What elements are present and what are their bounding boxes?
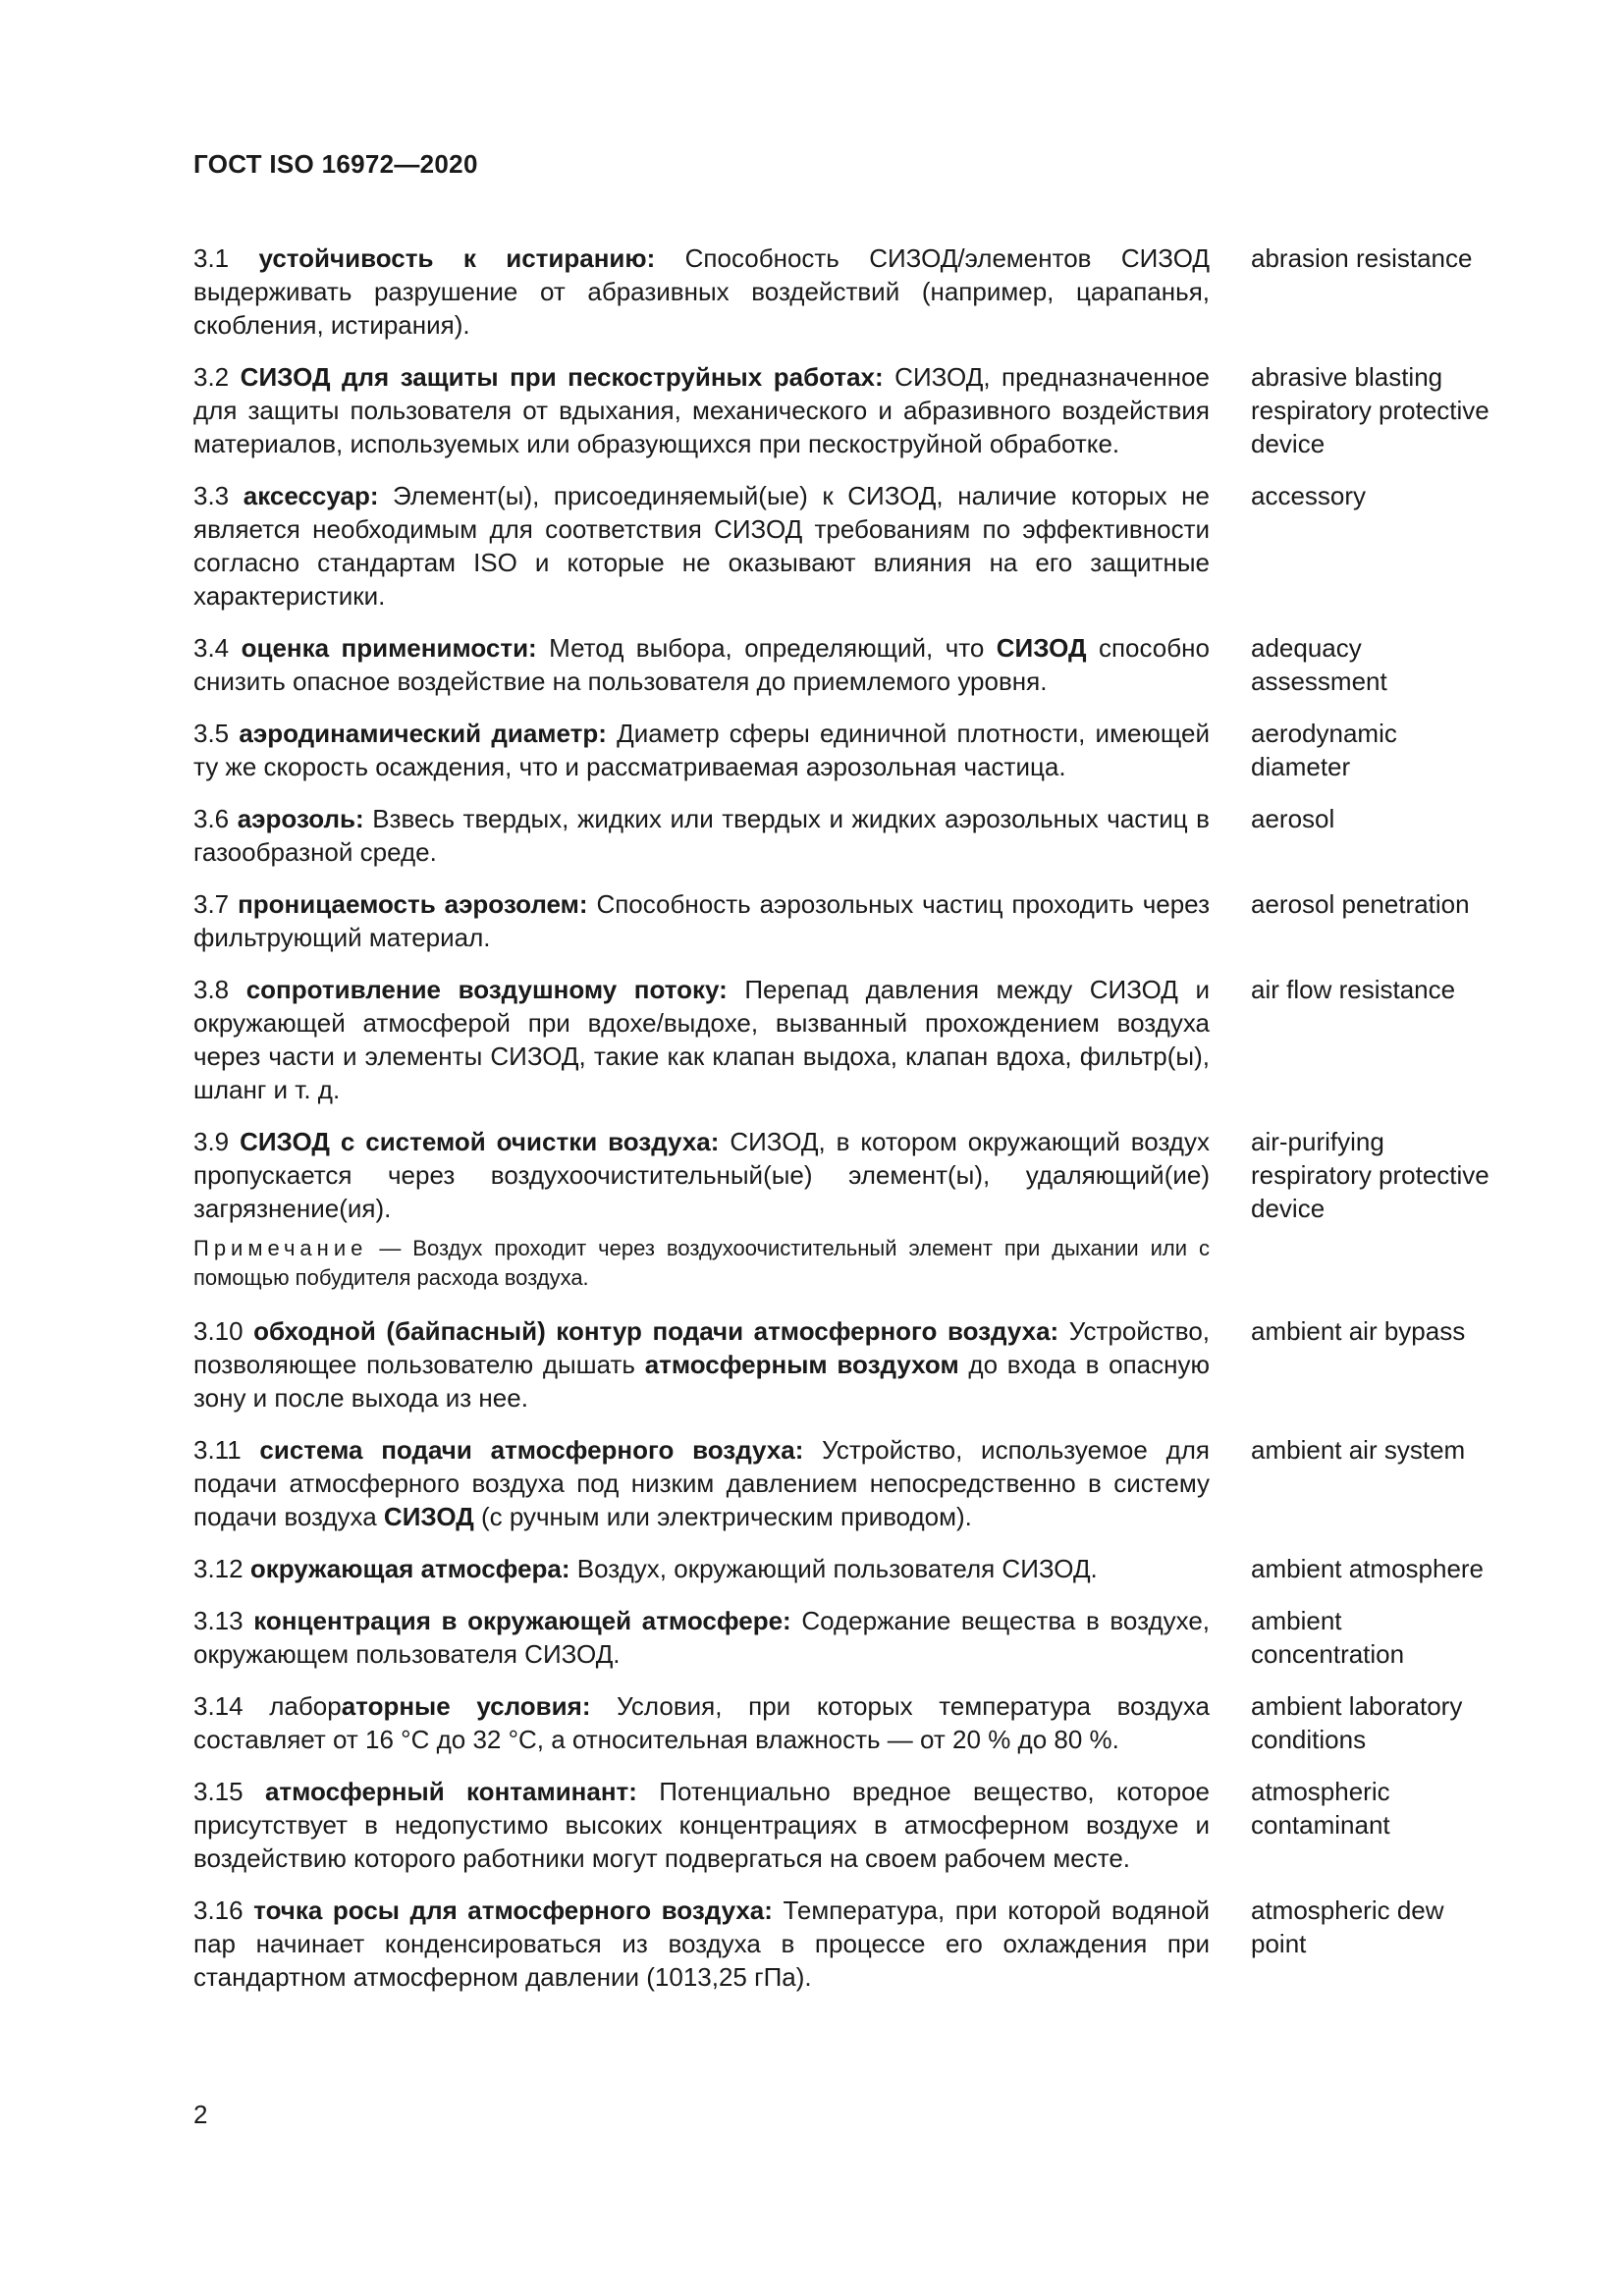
term-text: Способность аэрозольных частиц проходить через фильтрующий материал.	[193, 889, 1210, 952]
term-note	[193, 1234, 1210, 1293]
term-keyword: атмосферный контаминант:	[264, 1777, 637, 1806]
term-number: 3.1	[193, 243, 230, 273]
term-text: Диаметр сферы единичной плотности, имеющей ту же скорость осаждения, что и рассматриваемая аэрозольная частица.	[193, 719, 1210, 781]
term-entry	[193, 1433, 1499, 1533]
term-number: 3.5	[193, 719, 230, 748]
term-english-equivalent: atmospheric contaminant	[1251, 1777, 1390, 1840]
term-definition	[193, 1894, 1210, 1994]
document-header: ГОСТ ISO 16972—2020	[193, 149, 478, 179]
term-text: лабор	[269, 1691, 342, 1721]
term-keyword: СИЗОД для защиты при пескоструйных работах:	[240, 362, 884, 392]
term-text: Метод выбора, определяющий, что	[536, 633, 997, 663]
term-english-equivalent: abrasion resistance	[1251, 243, 1473, 273]
term-keyword: аторные условия:	[341, 1691, 591, 1721]
term-entry	[193, 1689, 1499, 1756]
term-keyword: аэрозоль:	[237, 804, 364, 833]
term-text: Взвесь твердых, жидких или твердых и жидких аэрозольных частиц в газообразной среде.	[193, 804, 1210, 867]
term-entry	[193, 241, 1499, 342]
term-keyword: система подачи атмосферного воздуха:	[259, 1435, 804, 1465]
term-keyword: атмосферным воздухом	[644, 1350, 959, 1379]
term-english-equivalent: air flow resistance	[1251, 975, 1456, 1004]
term-text: СИЗОД, предназначенное для защиты пользователя от вдыхания, механического и абразивного воздействия материалов, используемых или образующихся при пескоструйной обработке.	[193, 362, 1210, 458]
term-entry	[193, 1775, 1499, 1875]
term-text: Способность СИЗОД/элементов СИЗОД выдерживать разрушение от абразивных воздействий (например, царапанья, скобления, истирания).	[193, 243, 1210, 340]
term-text: до входа в опасную зону и после выхода из нее.	[193, 1350, 1210, 1413]
term-entry	[193, 360, 1499, 460]
term-entry	[193, 1552, 1499, 1585]
term-number: 3.16	[193, 1896, 244, 1925]
term-text: Перепад давления между СИЗОД и окружающей атмосферой при вдохе/выдохе, вызванный прохождением воздуха через части и элементы СИЗОД, такие как клапан выдоха, клапан вдоха, фильтр(ы), шланг и т. д.	[193, 975, 1210, 1104]
term-number: 3.14	[193, 1691, 244, 1721]
note-text: — Воздух проходит через воздухоочистительный элемент при дыхании или с помощью побудителя расхода воздуха.	[193, 1236, 1210, 1290]
term-number: 3.6	[193, 804, 230, 833]
term-keyword: концентрация в окружающей атмосфере:	[253, 1606, 791, 1635]
term-english-equivalent: ambient concentration	[1251, 1606, 1405, 1669]
term-keyword: устойчивость к истиранию:	[258, 243, 656, 273]
term-english-equivalent: atmospheric dew point	[1251, 1896, 1444, 1958]
term-text: Условия, при которых температура воздуха составляет от 16 °С до 32 °С, а относительная влажность — от 20 % до 80 %.	[193, 1691, 1210, 1754]
term-definition	[193, 1604, 1210, 1671]
term-number: 3.7	[193, 889, 230, 919]
term-english-equivalent: ambient laboratory conditions	[1251, 1691, 1463, 1754]
term-english-equivalent: aerosol penetration	[1251, 889, 1470, 919]
term-keyword: проницаемость аэрозолем:	[238, 889, 588, 919]
term-english-equivalent: abrasive blasting respiratory protective device	[1251, 362, 1489, 458]
term-entry	[193, 1604, 1499, 1671]
term-number: 3.3	[193, 481, 230, 510]
term-english-equivalent: ambient air system	[1251, 1435, 1466, 1465]
term-text: (с ручным или электрическим приводом).	[473, 1502, 972, 1531]
term-keyword: обходной (байпасный) контур подачи атмосферного воздуха:	[253, 1316, 1059, 1346]
term-definition	[193, 1552, 1210, 1585]
term-definition	[193, 1775, 1210, 1875]
term-entry	[193, 973, 1499, 1106]
term-number: 3.12	[193, 1554, 244, 1583]
term-text: Температура, при которой водяной пар начинает конденсироваться из воздуха в процессе его охлаждения при стандартном атмосферном давлении (1013,25 гПа).	[193, 1896, 1210, 1992]
term-definition	[193, 717, 1210, 783]
term-number: 3.15	[193, 1777, 244, 1806]
term-definition	[193, 241, 1210, 342]
term-definition	[193, 802, 1210, 869]
term-english-equivalent: ambient atmosphere	[1251, 1554, 1485, 1583]
term-text: Воздух, окружающий пользователя СИЗОД.	[569, 1554, 1098, 1583]
term-text: способно снизить опасное воздействие на пользователя до приемлемого уровня.	[193, 633, 1210, 696]
term-definition	[193, 479, 1210, 613]
term-keyword: СИЗОД с системой очистки воздуха:	[240, 1127, 720, 1156]
term-text: Потенциально вредное вещество, которое присутствует в недопустимо высоких концентрациях в атмосферном воздухе и воздействию которого работники могут подвергаться на своем рабочем месте.	[193, 1777, 1211, 1873]
term-definition	[193, 1314, 1210, 1415]
term-number: 3.9	[193, 1127, 230, 1156]
term-text: СИЗОД, в котором окружающий воздух пропускается через воздухоочистительный(ые) элемент(ы), удаляющий(ие) загрязнение(ия).	[193, 1127, 1210, 1223]
term-number: 3.13	[193, 1606, 244, 1635]
term-keyword: аксессуар:	[243, 481, 379, 510]
term-english-equivalent: aerosol	[1251, 804, 1335, 833]
term-definition	[193, 1689, 1210, 1756]
term-number: 3.8	[193, 975, 230, 1004]
page-number: 2	[193, 2100, 208, 2129]
term-entry	[193, 717, 1499, 783]
term-text: Элемент(ы), присоединяемый(ые) к СИЗОД, наличие которых не является необходимым для соответствия СИЗОД требованиям по эффективности согласно стандартам ISO и которые не оказывают влияния на его защитные характеристики.	[193, 481, 1210, 611]
term-number: 3.2	[193, 362, 230, 392]
term-english-equivalent: accessory	[1251, 481, 1367, 510]
term-keyword: окружающая атмосфера:	[249, 1554, 570, 1583]
term-text: Устройство, позволяющее пользователю дышать	[193, 1316, 1211, 1379]
terms-list	[193, 241, 1499, 2012]
term-keyword: СИЗОД	[996, 633, 1087, 663]
term-entry	[193, 887, 1499, 954]
term-english-equivalent: aerodynamic diameter	[1251, 719, 1397, 781]
term-number: 3.11	[193, 1435, 242, 1465]
term-keyword: точка росы для атмосферного воздуха:	[253, 1896, 773, 1925]
term-entry	[193, 802, 1499, 869]
term-text: Устройство, используемое для подачи атмосферного воздуха под низким давлением непосредственно в систему подачи воздуха	[193, 1435, 1210, 1531]
term-definition	[193, 973, 1210, 1106]
term-english-equivalent: air-purifying respiratory protective device	[1251, 1127, 1489, 1223]
term-keyword: аэродинамический диаметр:	[239, 719, 607, 748]
term-definition	[193, 1125, 1210, 1225]
term-number: 3.4	[193, 633, 230, 663]
term-definition	[193, 631, 1210, 698]
note-label: Примечание	[193, 1236, 368, 1260]
term-definition	[193, 1433, 1210, 1533]
term-text: Содержание вещества в воздухе, окружающем пользователя СИЗОД.	[193, 1606, 1211, 1669]
term-keyword: оценка применимости:	[241, 633, 537, 663]
term-number: 3.10	[193, 1316, 244, 1346]
term-keyword: сопротивление воздушному потоку:	[245, 975, 728, 1004]
term-entry	[193, 631, 1499, 698]
term-definition	[193, 360, 1210, 460]
term-english-equivalent: adequacy assessment	[1251, 633, 1387, 696]
term-entry	[193, 1314, 1499, 1415]
term-entry	[193, 479, 1499, 613]
term-entry	[193, 1894, 1499, 1994]
term-english-equivalent: ambient air bypass	[1251, 1316, 1466, 1346]
term-definition	[193, 887, 1210, 954]
term-keyword: СИЗОД	[383, 1502, 474, 1531]
term-entry	[193, 1125, 1499, 1225]
